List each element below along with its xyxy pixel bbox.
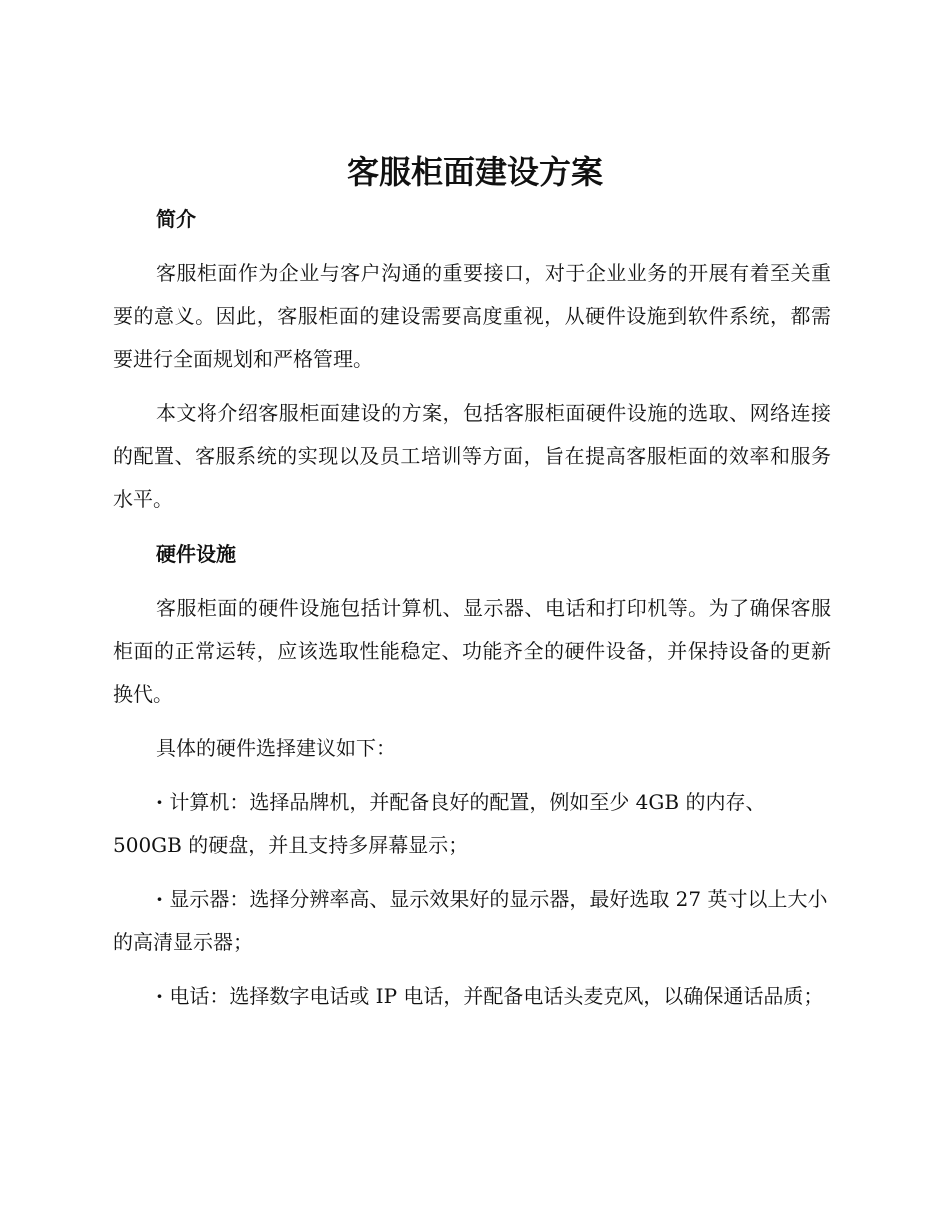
bullet-item-monitor xyxy=(113,878,831,964)
bullet-dot: · xyxy=(156,790,163,814)
bullet-dot: · xyxy=(156,887,163,911)
bullet-item-computer xyxy=(113,781,773,867)
intro-paragraph-2: 本文将介绍客服柜面建设的方案，包括客服柜面硬件设施的选取、网络连接的配置、客服系统的实现以及员工培训等方面，旨在提高客服柜面的效率和服务水平。 xyxy=(113,401,831,511)
hardware-paragraph-1: 客服柜面的硬件设施包括计算机、显示器、电话和打印机等。为了确保客服柜面的正常运转，应该选取性能稳定、功能齐全的硬件设备，并保持设备的更新换代。 xyxy=(113,596,831,706)
bullet-item-phone xyxy=(113,975,831,1018)
document-title: 客服柜面建设方案 xyxy=(346,153,603,191)
section-heading-intro: 简介 xyxy=(156,207,196,231)
bullet-text: 计算机：选择品牌机，并配备良好的配置，例如至少 4GB 的内存、500GB 的硬盘，并且支持多屏幕显示； xyxy=(113,790,766,857)
bullet-text: 电话：选择数字电话或 IP 电话，并配备电话头麦克风，以确保通话品质； xyxy=(169,984,824,1008)
bullet-text: 显示器：选择分辨率高、显示效果好的显示器，最好选取 27 英寸以上大小的高清显示器； xyxy=(113,887,828,954)
bullet-dot: · xyxy=(156,984,163,1008)
intro-paragraph-1: 客服柜面作为企业与客户沟通的重要接口，对于企业业务的开展有着至关重要的意义。因此，客服柜面的建设需要高度重视，从硬件设施到软件系统，都需要进行全面规划和严格管理。 xyxy=(113,261,831,371)
hardware-paragraph-2: 具体的硬件选择建议如下： xyxy=(156,736,396,760)
section-heading-hardware: 硬件设施 xyxy=(156,542,236,566)
